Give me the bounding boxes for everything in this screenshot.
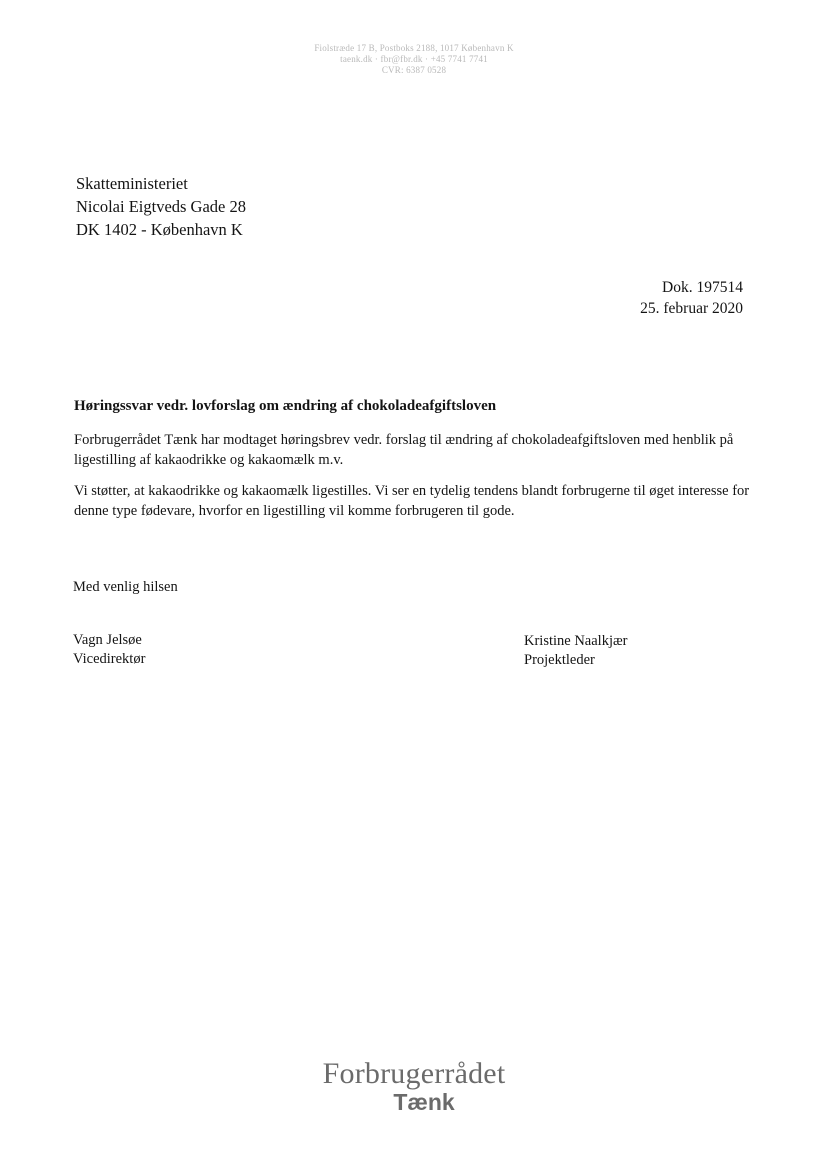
recipient-name: Skatteministeriet [76, 174, 188, 193]
signatory-right [524, 632, 628, 670]
signatory-name: Kristine Naalkjær [524, 633, 628, 649]
document-reference-block [640, 277, 743, 319]
sender-contact: taenk.dk · fbr@fbr.dk · +45 7741 7741 [340, 54, 488, 64]
sender-address: Fiolstræde 17 B, Postboks 2188, 1017 København K [314, 43, 514, 53]
body-paragraph-2: Vi støtter, at kakaodrikke og kakaomælk ligestilles. Vi ser en tydelig tendens blandt forbrugerne til øget interesse for denne type fødevare, hvorfor en ligestilling vil komme forbrugeren til gode. [74, 483, 750, 519]
signatory-title: Projektleder [524, 652, 595, 668]
body-paragraph-1: Forbrugerrådet Tænk har modtaget høringsbrev vedr. forslag til ændring af chokoladeafgiftsloven med henblik på ligestilling af kakaodrikke og kakaomælk m.v. [74, 432, 734, 468]
sender-header [0, 43, 828, 76]
signatory-title: Vicedirektør [73, 651, 146, 667]
letter-subject: Høringssvar vedr. lovforslag om ændring af chokoladeafgiftsloven [74, 398, 497, 414]
recipient-city: DK 1402 - København K [76, 220, 243, 239]
signatory-name: Vagn Jelsøe [73, 632, 142, 648]
organization-logo [0, 1058, 828, 1116]
sender-cvr: CVR: 6387 0528 [381, 65, 447, 75]
signatory-left [73, 631, 145, 669]
document-date: 25. februar 2020 [640, 300, 743, 317]
logo-wordmark: Forbrugerrådet [322, 1057, 506, 1090]
document-number: Dok. 197514 [662, 279, 743, 296]
recipient-street: Nicolai Eigtveds Gade 28 [76, 197, 246, 216]
logo-subtitle: Tænk [393, 1089, 455, 1115]
closing-salutation: Med venlig hilsen [73, 579, 178, 595]
recipient-address [76, 172, 246, 241]
